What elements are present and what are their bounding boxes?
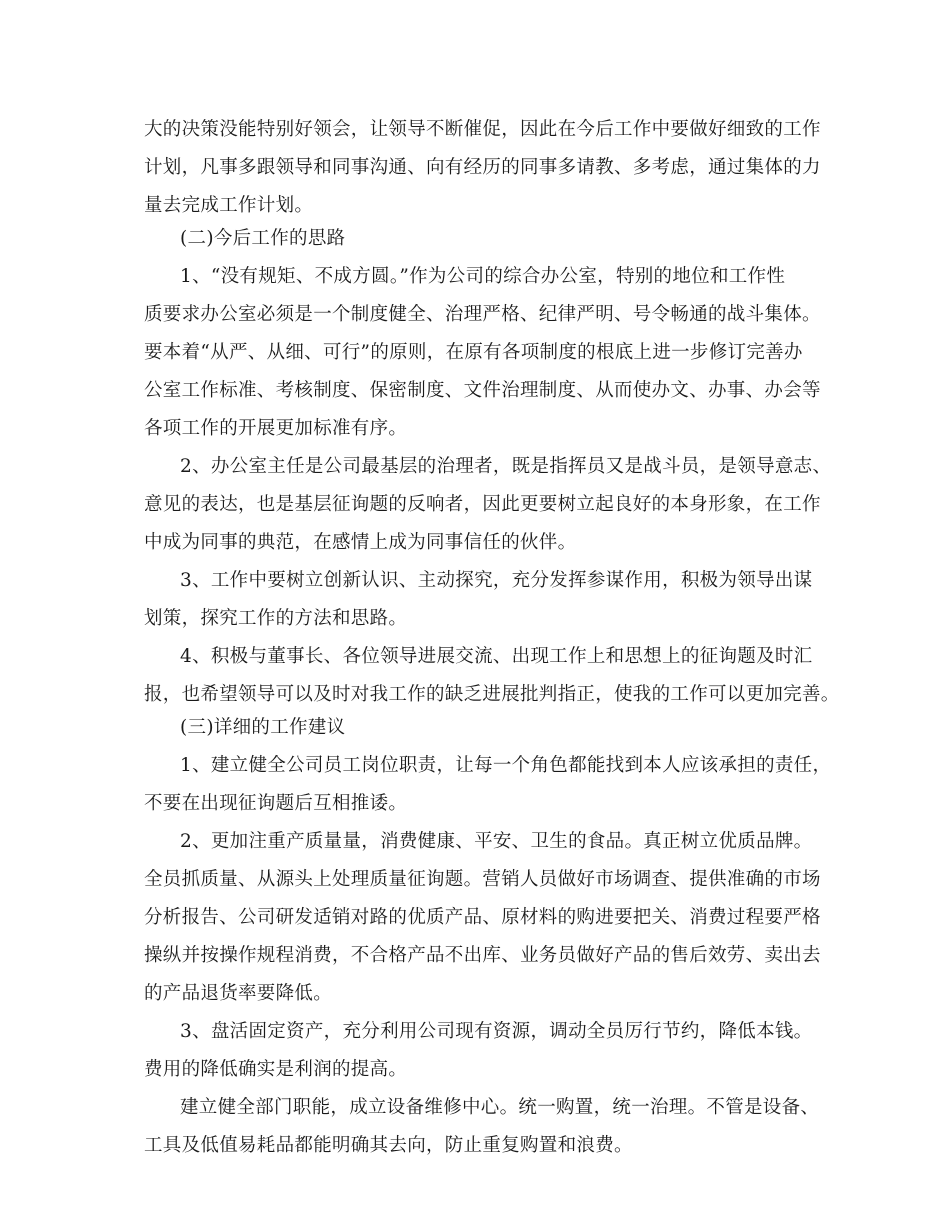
text-line: 1、建立健全公司员工岗位职责，让每一个角色都能找到本人应该承担的责任，: [180, 755, 832, 776]
text-line: 不要在出现征询题后互相推诿。: [144, 793, 408, 814]
text-line: 分析报告、公司研发适销对路的优质产品、原材料的购进要把关、消费过程要严格: [144, 907, 821, 928]
text-line: 意见的表达，也是基层征询题的反响者，因此更要树立起良好的本身形象，在工作: [144, 494, 821, 515]
text-line: 3、工作中要树立创新认识、主动探究，充分发挥参谋作用，积极为领导出谋: [180, 570, 813, 591]
text-line: 4、积极与董事长、各位领导进展交流、出现工作上和思想上的征询题及时汇: [180, 646, 813, 667]
text-line: 各项工作的开展更加标准有序。: [144, 418, 408, 439]
text-line: 大的决策没能特别好领会，让领导不断催促，因此在今后工作中要做好细致的工作: [144, 119, 821, 140]
text-line: 全员抓质量、从源头上处理质量征询题。营销人员做好市场调查、提供准确的市场: [144, 869, 821, 890]
text-line: 2、更加注重产质量量，消费健康、平安、卫生的食品。真正树立优质品牌。: [180, 831, 813, 852]
text-line: 要本着“从严、从细、可行”的原则，在原有各项制度的根底上进一步修订完善办: [144, 342, 803, 363]
text-line: 2、办公室主任是公司最基层的治理者，既是指挥员又是战斗员，是领导意志、: [180, 456, 832, 477]
text-line: 计划，凡事多跟领导和同事沟通、向有经历的同事多请教、多考虑，通过集体的力: [144, 157, 821, 178]
text-line: 质要求办公室必须是一个制度健全、治理严格、纪律严明、号令畅通的战斗集体。: [144, 304, 821, 325]
text-line: 操纵并按操作规程消费，不合格产品不出库、业务员做好产品的售后效劳、卖出去: [144, 945, 821, 966]
text-line: 公室工作标准、考核制度、保密制度、文件治理制度、从而使办文、办事、办会等: [144, 380, 821, 401]
text-line: 费用的降低确实是利润的提高。: [144, 1059, 408, 1080]
text-line: 报，也希望领导可以及时对我工作的缺乏进展批判指正，使我的工作可以更加完善。: [144, 684, 840, 705]
text-line: 3、盘活固定资产，充分利用公司现有资源，调动全员厉行节约，降低本钱。: [180, 1021, 813, 1042]
section-heading: (二)今后工作的思路: [180, 228, 346, 249]
text-line: 中成为同事的典范，在感情上成为同事信任的伙伴。: [144, 532, 577, 553]
text-line: 量去完成工作计划。: [144, 195, 314, 216]
text-line: 1、“没有规矩、不成方圆。”作为公司的综合办公室，特别的地位和工作性: [180, 266, 786, 287]
section-heading: (三)详细的工作建议: [180, 717, 346, 738]
text-line: 的产品退货率要降低。: [144, 983, 333, 1004]
text-line: 划策，探究工作的方法和思路。: [144, 608, 408, 629]
text-line: 工具及低值易耗品都能明确其去向，防止重复购置和浪费。: [144, 1135, 633, 1156]
text-line: 建立健全部门职能，成立设备维修中心。统一购置，统一治理。不管是设备、: [180, 1097, 820, 1118]
